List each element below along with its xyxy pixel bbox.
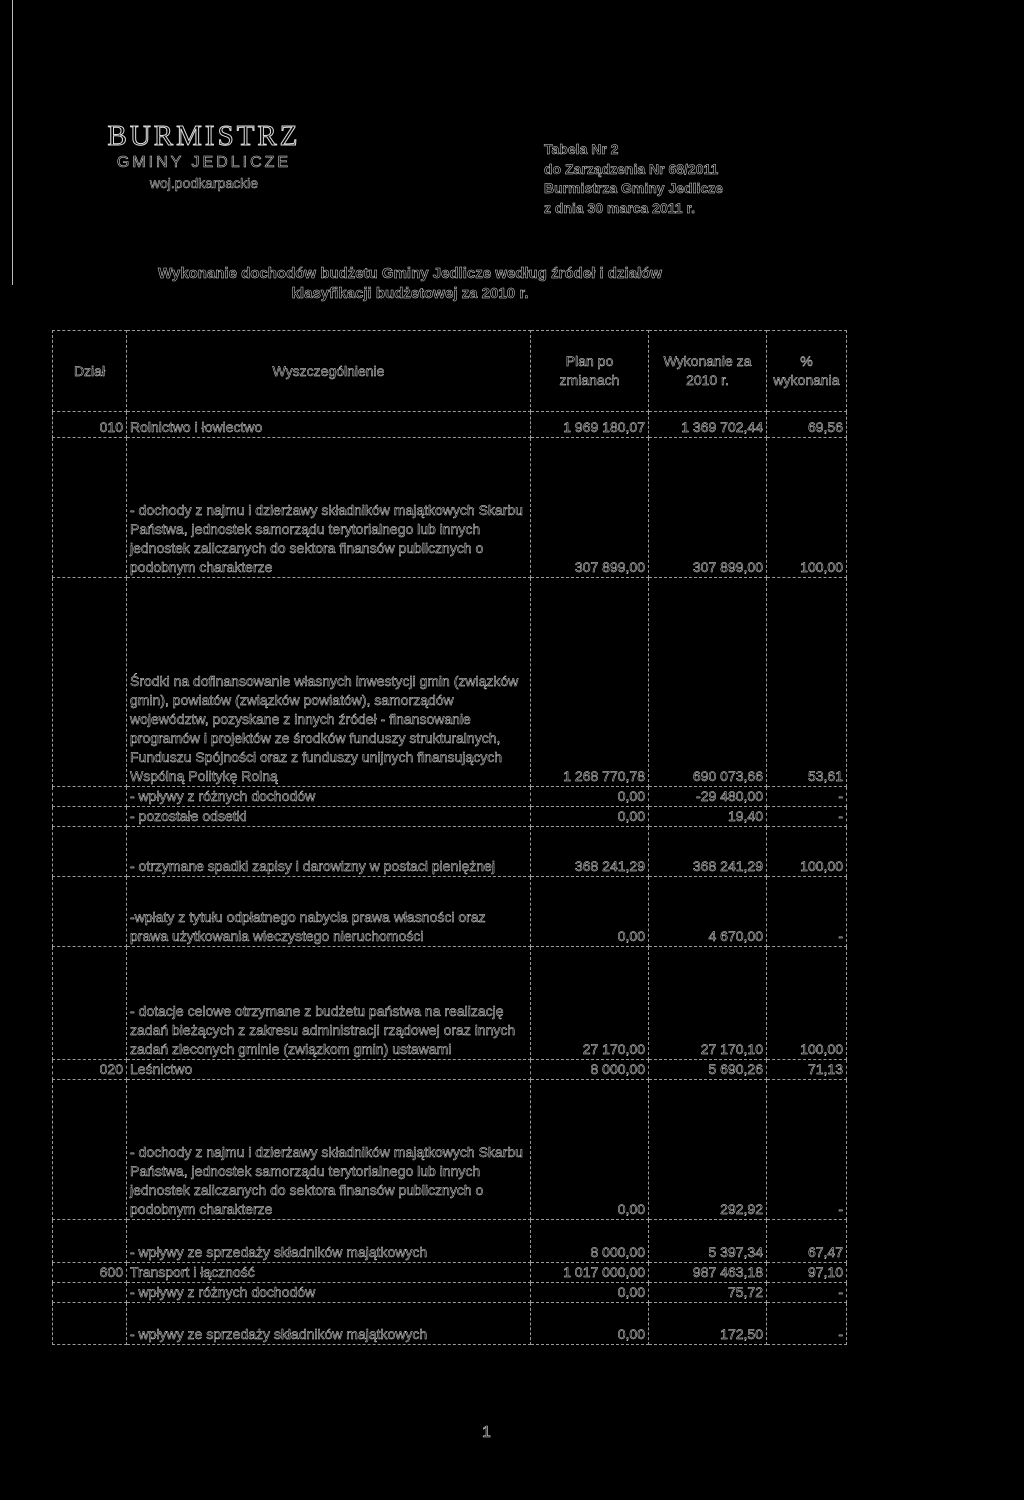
- row-plan: 1 017 000,00: [531, 1263, 649, 1283]
- row-dzial: [53, 1303, 127, 1345]
- row-dzial: [53, 438, 127, 578]
- row-procent: 100,00: [767, 438, 847, 578]
- table-row: [53, 1060, 847, 1080]
- table-row: [53, 578, 847, 787]
- row-wykonanie: 292,92: [649, 1080, 767, 1220]
- table-row: [53, 438, 847, 578]
- row-plan: 1 268 770,78: [531, 578, 649, 787]
- table-row: [53, 1303, 847, 1345]
- title-line-2: klasyfikacji budżetowej za 2010 r.: [291, 285, 529, 302]
- row-procent: -: [767, 877, 847, 947]
- row-dzial: 020: [53, 1060, 127, 1080]
- table-row: [53, 807, 847, 827]
- row-dzial: [53, 578, 127, 787]
- row-dzial: [53, 827, 127, 877]
- row-description: - wpływy ze sprzedaży składników majątkowych: [127, 1303, 531, 1345]
- stamp-municipality: GMINY JEDLICZE: [116, 154, 292, 171]
- row-description: Rolnictwo i łowiectwo: [127, 412, 531, 438]
- table-row: [53, 1080, 847, 1220]
- row-plan: 0,00: [531, 1080, 649, 1220]
- row-plan: 0,00: [531, 1283, 649, 1303]
- header-plan: Plan po zmianach: [531, 331, 649, 412]
- row-dzial: 600: [53, 1263, 127, 1283]
- row-dzial: [53, 1283, 127, 1303]
- row-description: - pozostałe odsetki: [127, 807, 531, 827]
- burmistrz-stamp: [84, 120, 324, 192]
- row-dzial: [53, 787, 127, 807]
- page-number: 1: [482, 1424, 491, 1441]
- row-wykonanie: 987 463,18: [649, 1263, 767, 1283]
- table-row: [53, 947, 847, 1060]
- row-procent: -: [767, 787, 847, 807]
- table-row: [53, 877, 847, 947]
- scan-edge-line: [12, 0, 13, 285]
- issuer: Burmistrza Gminy Jedlicze: [544, 180, 723, 196]
- row-plan: 0,00: [531, 787, 649, 807]
- row-plan: 8 000,00: [531, 1060, 649, 1080]
- row-procent: -: [767, 1303, 847, 1345]
- row-dzial: [53, 1080, 127, 1220]
- header-wykonanie: Wykonanie za 2010 r.: [649, 331, 767, 412]
- row-wykonanie: 75,72: [649, 1283, 767, 1303]
- row-description: - wpływy z różnych dochodów: [127, 787, 531, 807]
- row-plan: 8 000,00: [531, 1220, 649, 1263]
- row-procent: -: [767, 1080, 847, 1220]
- row-description: - wpływy ze sprzedaży składników majątkowych: [127, 1220, 531, 1263]
- row-description: - otrzymane spadki zapisy i darowizny w postaci pieniężnej: [127, 827, 531, 877]
- row-description: - dochody z najmu i dzierżawy składników majątkowych Skarbu Państwa, jednostek samorządu terytorialnego lub innych jednostek zaliczanych do sektora finansów publicznych o podobnym charakterze: [127, 1080, 531, 1220]
- table-row: [53, 1220, 847, 1263]
- row-wykonanie: 1 369 702,44: [649, 412, 767, 438]
- row-procent: 100,00: [767, 827, 847, 877]
- row-description: Leśnictwo: [127, 1060, 531, 1080]
- row-procent: 71,13: [767, 1060, 847, 1080]
- row-procent: -: [767, 1283, 847, 1303]
- row-dzial: 010: [53, 412, 127, 438]
- row-wykonanie: 172,50: [649, 1303, 767, 1345]
- row-description: - wpływy z różnych dochodów: [127, 1283, 531, 1303]
- row-wykonanie: 27 170,10: [649, 947, 767, 1060]
- row-wykonanie: -29 480,00: [649, 787, 767, 807]
- header-procent: % wykonania: [767, 331, 847, 412]
- row-wykonanie: 19,40: [649, 807, 767, 827]
- row-procent: 67,47: [767, 1220, 847, 1263]
- row-description: - dochody z najmu i dzierżawy składników majątkowych Skarbu Państwa, jednostek samorządu terytorialnego lub innych jednostek zaliczanych do sektora finansów publicznych o podobnym charakterze: [127, 438, 531, 578]
- header-dzial: Dział: [53, 331, 127, 412]
- row-procent: 53,61: [767, 578, 847, 787]
- row-description: Środki na dofinansowanie własnych inwestycji gmin (związków gmin), powiatów (związków powiatów), samorządów województw, pozyskane z innych źródeł - finansowanie programów i projektów ze środków funduszy strukturalnych, Funduszu Spójności oraz z funduszy unijnych finansujących Wspólną Politykę Rolną: [127, 578, 531, 787]
- row-wykonanie: 4 670,00: [649, 877, 767, 947]
- row-plan: 0,00: [531, 807, 649, 827]
- row-plan: 307 899,00: [531, 438, 649, 578]
- row-dzial: [53, 947, 127, 1060]
- row-procent: 97,10: [767, 1263, 847, 1283]
- regulation-number: do Zarządzenia Nr 68/2011: [544, 160, 719, 177]
- row-description: Transport i łączność: [127, 1263, 531, 1283]
- row-description: - dotacje celowe otrzymane z budżetu państwa na realizację zadań bieżących z zakresu administracji rządowej oraz innych zadań zleconych gminie (związkom gmin) ustawami: [127, 947, 531, 1060]
- row-wykonanie: 307 899,00: [649, 438, 767, 578]
- header-wyszczegolnienie: Wyszczególnienie: [127, 331, 531, 412]
- row-plan: 368 241,29: [531, 827, 649, 877]
- row-plan: 0,00: [531, 1303, 649, 1345]
- title-line-1: Wykonanie dochodów budżetu Gminy Jedlicze według źródeł i działów: [158, 265, 662, 282]
- table-body: [53, 412, 847, 1345]
- row-procent: 100,00: [767, 947, 847, 1060]
- stamp-title: BURMISTRZ: [107, 120, 301, 152]
- row-plan: 1 969 180,07: [531, 412, 649, 438]
- table-row: [53, 827, 847, 877]
- row-dzial: [53, 877, 127, 947]
- table-row: [53, 412, 847, 438]
- row-wykonanie: 690 073,66: [649, 578, 767, 787]
- table-number: Tabela Nr 2: [544, 141, 619, 157]
- document-title: [60, 264, 760, 304]
- row-wykonanie: 368 241,29: [649, 827, 767, 877]
- row-dzial: [53, 1220, 127, 1263]
- revenue-table: [52, 330, 847, 1345]
- row-wykonanie: 5 690,26: [649, 1060, 767, 1080]
- table-reference: [544, 140, 723, 218]
- table-header-row: [53, 331, 847, 412]
- row-procent: -: [767, 807, 847, 827]
- stamp-province: woj.podkarpackie: [149, 175, 259, 191]
- row-plan: 27 170,00: [531, 947, 649, 1060]
- regulation-date: z dnia 30 marca 2011 r.: [544, 199, 695, 216]
- table-row: [53, 1263, 847, 1283]
- table-row: [53, 1283, 847, 1303]
- row-wykonanie: 5 397,34: [649, 1220, 767, 1263]
- row-plan: 0,00: [531, 877, 649, 947]
- table-row: [53, 787, 847, 807]
- row-procent: 69,56: [767, 412, 847, 438]
- row-description: -wpłaty z tytułu odpłatnego nabycia prawa własności oraz prawa użytkowania wieczystego nieruchomości: [127, 877, 531, 947]
- row-dzial: [53, 807, 127, 827]
